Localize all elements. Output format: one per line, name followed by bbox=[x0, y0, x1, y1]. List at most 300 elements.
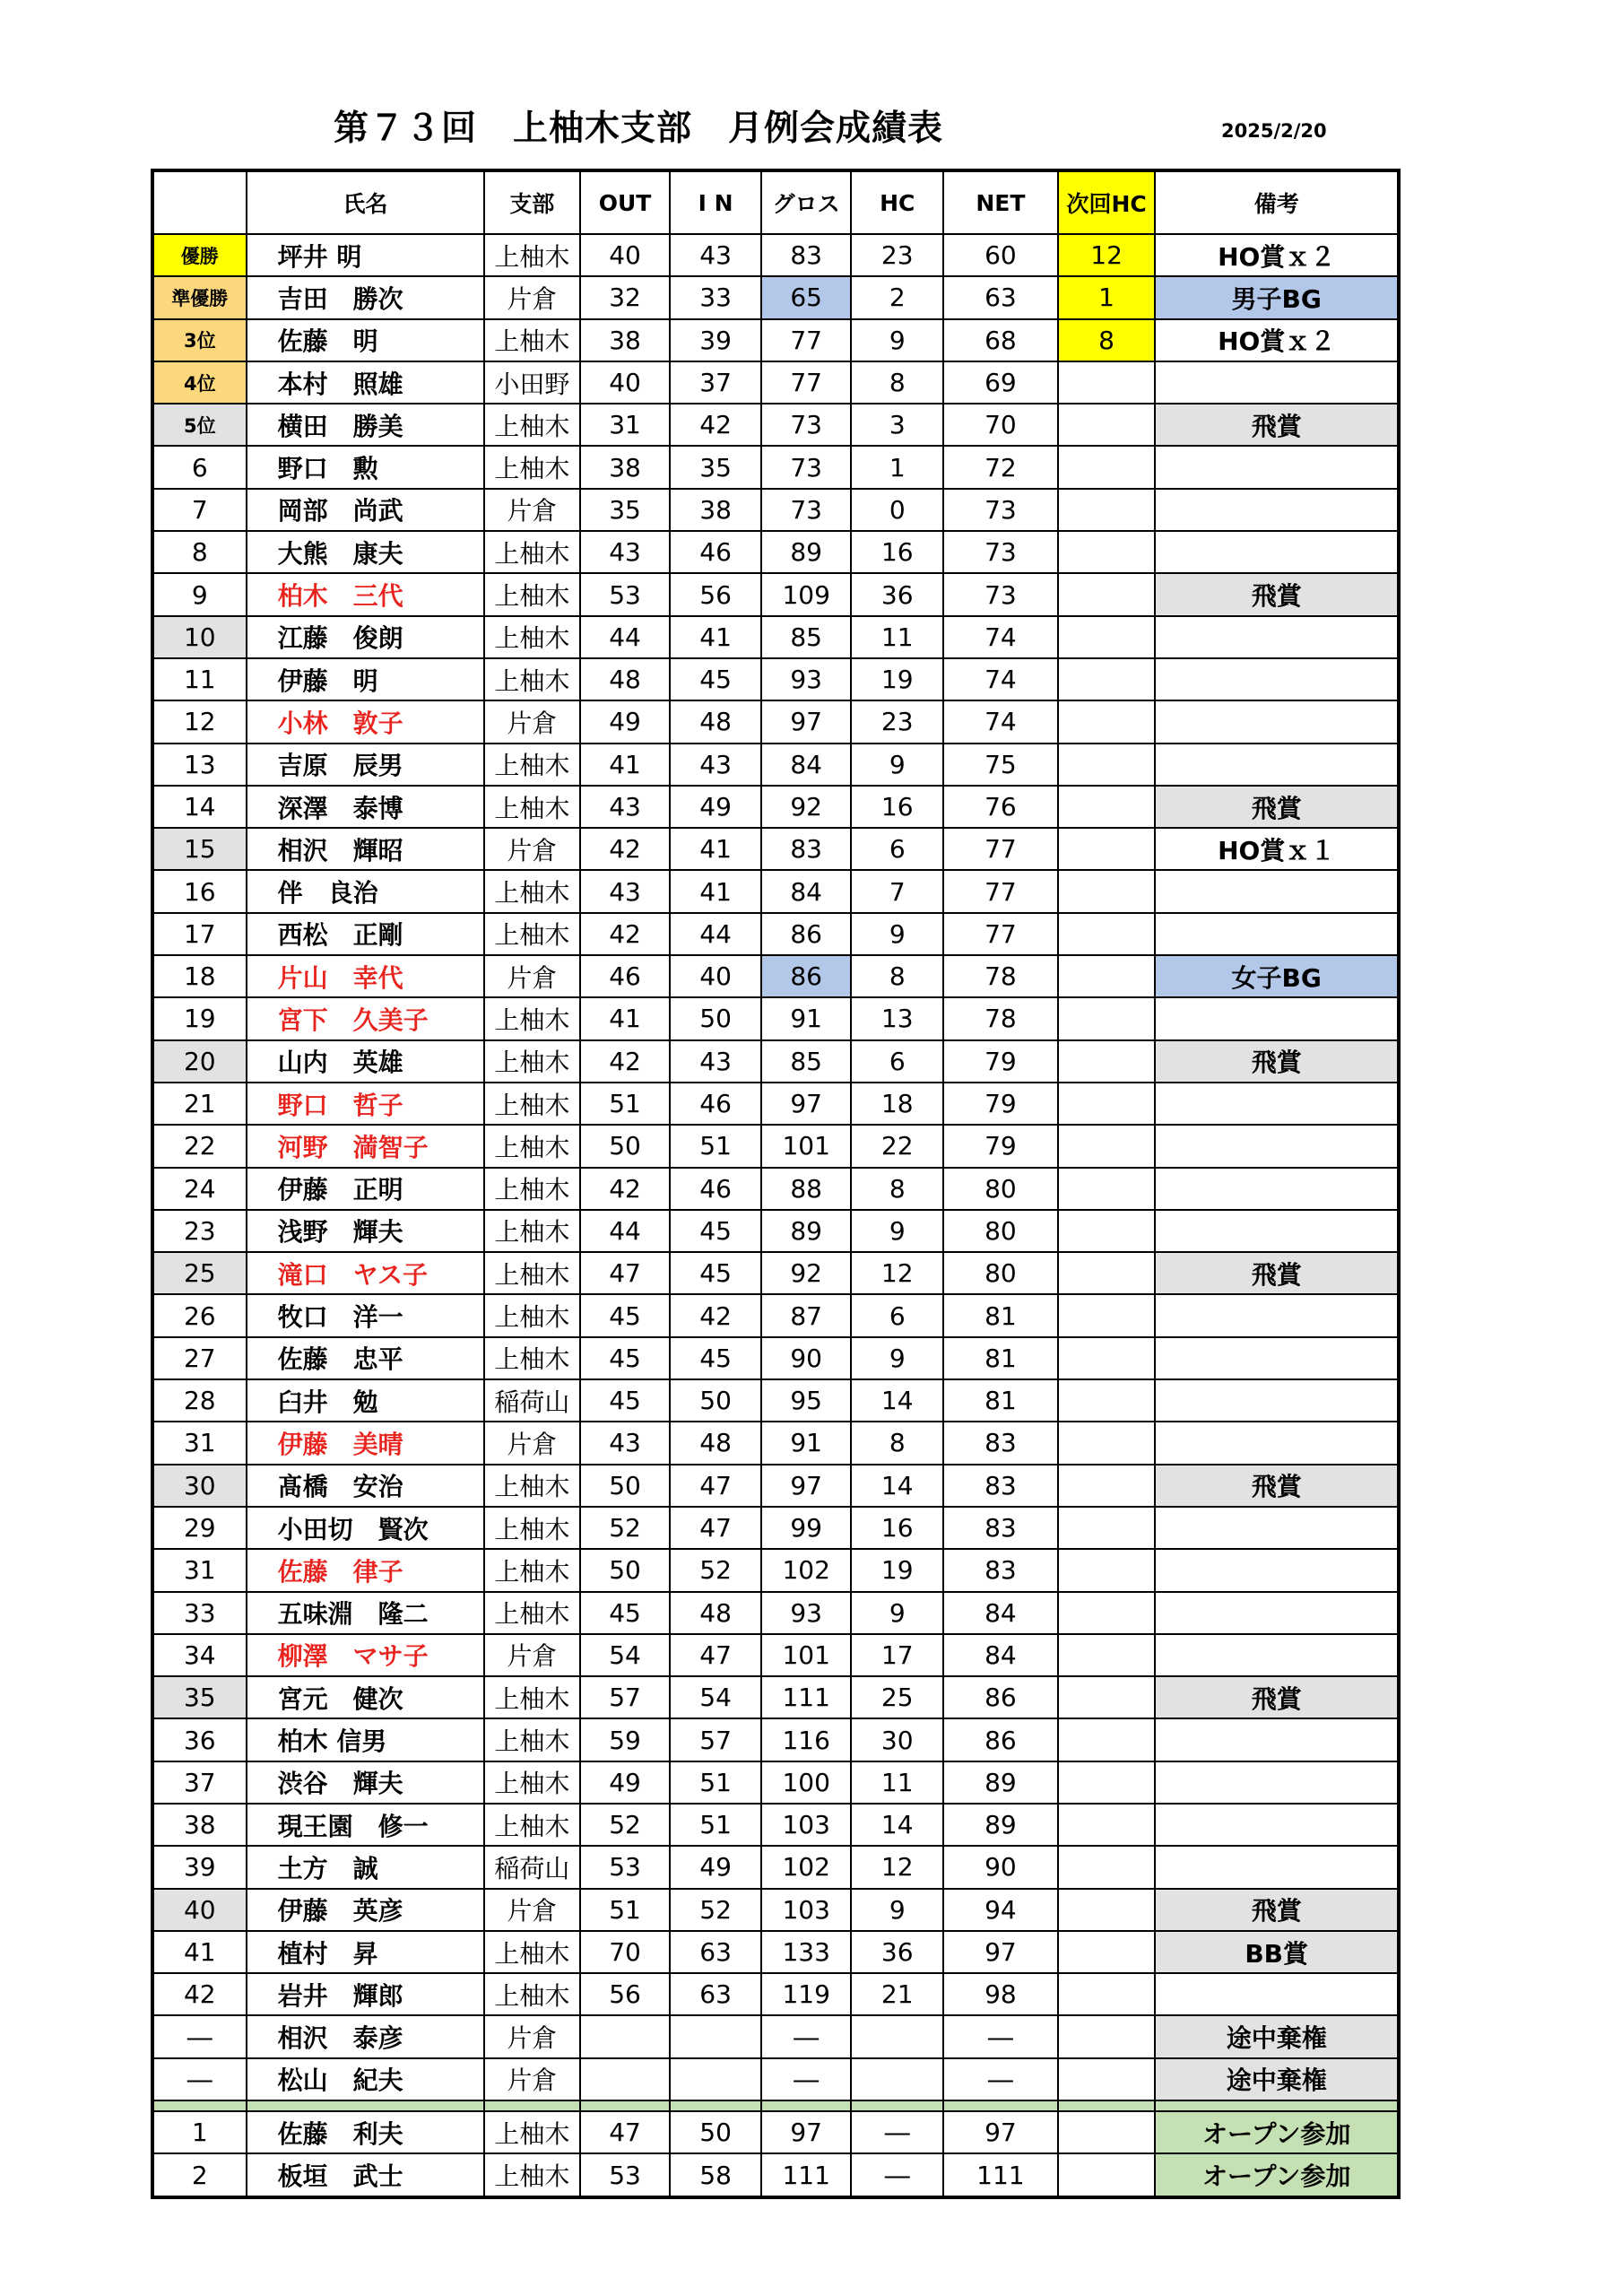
cell-branch: 上柚木 bbox=[484, 531, 580, 573]
cell-net: ― bbox=[943, 2058, 1058, 2100]
cell-note bbox=[1155, 1549, 1399, 1591]
cell-gross: 90 bbox=[761, 1337, 852, 1379]
cell-branch: 上柚木 bbox=[484, 1040, 580, 1083]
cell-branch: 上柚木 bbox=[484, 1168, 580, 1210]
cell-note bbox=[1155, 1507, 1399, 1549]
cell-hc: 9 bbox=[851, 1592, 943, 1634]
cell-out: 53 bbox=[580, 2153, 671, 2196]
cell-gross: 85 bbox=[761, 616, 852, 658]
cell-gross: 83 bbox=[761, 828, 852, 870]
cell-next-hc bbox=[1058, 1761, 1156, 1804]
cell-note: HO賞ｘ２ bbox=[1155, 234, 1399, 276]
result-row bbox=[152, 1083, 1399, 1125]
cell-net: 81 bbox=[943, 1379, 1058, 1422]
cell-next-hc bbox=[1058, 1465, 1156, 1507]
cell-rank: 22 bbox=[152, 1125, 247, 1167]
cell-net: 77 bbox=[943, 870, 1058, 912]
result-row bbox=[152, 786, 1399, 828]
result-row bbox=[152, 404, 1399, 446]
cell-hc: ― bbox=[851, 2153, 943, 2196]
cell-branch: 上柚木 bbox=[484, 2153, 580, 2196]
cell-in: 46 bbox=[670, 1083, 761, 1125]
cell-out: 44 bbox=[580, 616, 671, 658]
cell-rank: 23 bbox=[152, 1210, 247, 1252]
cell-branch: 上柚木 bbox=[484, 658, 580, 700]
cell-rank: 28 bbox=[152, 1379, 247, 1422]
cell-next-hc bbox=[1058, 1422, 1156, 1464]
cell-net: 70 bbox=[943, 404, 1058, 446]
cell-note: オープン参加 bbox=[1155, 2153, 1399, 2196]
cell-note: 飛賞 bbox=[1155, 1252, 1399, 1294]
cell-branch: 片倉 bbox=[484, 955, 580, 997]
cell-name: 横田 勝美 bbox=[247, 404, 485, 446]
cell-next-hc bbox=[1058, 1846, 1156, 1888]
cell-note bbox=[1155, 913, 1399, 955]
cell-out: 38 bbox=[580, 319, 671, 361]
cell-rank: 4位 bbox=[152, 361, 247, 404]
cell-hc: 36 bbox=[851, 1931, 943, 1973]
cell-name: 佐藤 忠平 bbox=[247, 1337, 485, 1379]
cell-name: 現王園 修一 bbox=[247, 1804, 485, 1846]
cell-gross: 116 bbox=[761, 1718, 852, 1761]
cell-hc: 9 bbox=[851, 913, 943, 955]
cell-in: 51 bbox=[670, 1125, 761, 1167]
cell-branch: 上柚木 bbox=[484, 1931, 580, 1973]
cell-note bbox=[1155, 1846, 1399, 1888]
cell-out: 50 bbox=[580, 1465, 671, 1507]
cell-net: 94 bbox=[943, 1889, 1058, 1931]
cell-branch: 上柚木 bbox=[484, 1252, 580, 1294]
cell-branch: 上柚木 bbox=[484, 870, 580, 912]
cell-net: 84 bbox=[943, 1592, 1058, 1634]
cell-out: 49 bbox=[580, 1761, 671, 1804]
cell-in: 56 bbox=[670, 573, 761, 615]
cell-gross: ― bbox=[761, 2015, 852, 2057]
cell-net: 79 bbox=[943, 1040, 1058, 1083]
cell-out: 54 bbox=[580, 1634, 671, 1676]
cell-in: 37 bbox=[670, 361, 761, 404]
result-row bbox=[152, 1210, 1399, 1252]
result-row bbox=[152, 1379, 1399, 1422]
cell-hc: 16 bbox=[851, 786, 943, 828]
cell-hc: 17 bbox=[851, 1634, 943, 1676]
cell-branch: 上柚木 bbox=[484, 1507, 580, 1549]
cell-in: 35 bbox=[670, 446, 761, 488]
result-row bbox=[152, 2058, 1399, 2100]
cell-branch: 上柚木 bbox=[484, 616, 580, 658]
cell-out: 53 bbox=[580, 573, 671, 615]
cell-out bbox=[580, 2015, 671, 2057]
divider-cell bbox=[580, 2100, 671, 2111]
cell-net: 97 bbox=[943, 1931, 1058, 1973]
cell-note: 女子BG bbox=[1155, 955, 1399, 997]
cell-rank: 41 bbox=[152, 1931, 247, 1973]
cell-rank: 35 bbox=[152, 1676, 247, 1718]
cell-name: 河野 満智子 bbox=[247, 1125, 485, 1167]
cell-rank: 優勝 bbox=[152, 234, 247, 276]
cell-hc: ― bbox=[851, 2111, 943, 2153]
header-in: I N bbox=[670, 170, 761, 234]
cell-note: 飛賞 bbox=[1155, 1889, 1399, 1931]
cell-branch: 上柚木 bbox=[484, 1465, 580, 1507]
cell-rank: 42 bbox=[152, 1973, 247, 2015]
cell-branch: 上柚木 bbox=[484, 1761, 580, 1804]
cell-branch: 上柚木 bbox=[484, 1294, 580, 1336]
cell-name: 小林 敦子 bbox=[247, 700, 485, 743]
cell-name: 相沢 輝昭 bbox=[247, 828, 485, 870]
cell-in: 52 bbox=[670, 1889, 761, 1931]
result-row bbox=[152, 1761, 1399, 1804]
cell-hc: 0 bbox=[851, 489, 943, 531]
header-name: 氏名 bbox=[247, 170, 485, 234]
cell-hc: 22 bbox=[851, 1125, 943, 1167]
cell-out: 70 bbox=[580, 1931, 671, 1973]
cell-note: HO賞ｘ２ bbox=[1155, 319, 1399, 361]
cell-rank: 36 bbox=[152, 1718, 247, 1761]
cell-gross: 93 bbox=[761, 1592, 852, 1634]
cell-branch: 上柚木 bbox=[484, 997, 580, 1039]
cell-next-hc bbox=[1058, 658, 1156, 700]
result-row bbox=[152, 997, 1399, 1039]
cell-rank: 7 bbox=[152, 489, 247, 531]
header-gross: グロス bbox=[761, 170, 852, 234]
cell-note: オープン参加 bbox=[1155, 2111, 1399, 2153]
cell-rank: 30 bbox=[152, 1465, 247, 1507]
cell-name: 伊藤 英彦 bbox=[247, 1889, 485, 1931]
cell-out: 57 bbox=[580, 1676, 671, 1718]
cell-next-hc bbox=[1058, 1718, 1156, 1761]
cell-rank: 8 bbox=[152, 531, 247, 573]
cell-net: 83 bbox=[943, 1549, 1058, 1591]
cell-hc: 36 bbox=[851, 573, 943, 615]
cell-net: 80 bbox=[943, 1168, 1058, 1210]
cell-out: 45 bbox=[580, 1379, 671, 1422]
cell-net: 86 bbox=[943, 1718, 1058, 1761]
cell-rank: 25 bbox=[152, 1252, 247, 1294]
cell-hc: 13 bbox=[851, 997, 943, 1039]
cell-rank: 準優勝 bbox=[152, 276, 247, 318]
cell-rank: 26 bbox=[152, 1294, 247, 1336]
cell-next-hc bbox=[1058, 404, 1156, 446]
cell-gross: 91 bbox=[761, 1422, 852, 1464]
cell-in: 52 bbox=[670, 1549, 761, 1591]
cell-next-hc bbox=[1058, 2015, 1156, 2057]
cell-branch: 上柚木 bbox=[484, 786, 580, 828]
cell-next-hc bbox=[1058, 997, 1156, 1039]
cell-rank: 40 bbox=[152, 1889, 247, 1931]
cell-next-hc bbox=[1058, 913, 1156, 955]
cell-branch: 上柚木 bbox=[484, 573, 580, 615]
cell-in: 45 bbox=[670, 658, 761, 700]
cell-gross: 77 bbox=[761, 319, 852, 361]
cell-gross: 84 bbox=[761, 744, 852, 786]
cell-gross: 103 bbox=[761, 1889, 852, 1931]
cell-branch: 上柚木 bbox=[484, 913, 580, 955]
cell-rank: 33 bbox=[152, 1592, 247, 1634]
cell-in: 41 bbox=[670, 870, 761, 912]
cell-in: 50 bbox=[670, 2111, 761, 2153]
cell-note: BB賞 bbox=[1155, 1931, 1399, 1973]
result-row bbox=[152, 1125, 1399, 1167]
cell-gross: 103 bbox=[761, 1804, 852, 1846]
cell-branch: 片倉 bbox=[484, 1634, 580, 1676]
open-entry-row bbox=[152, 2111, 1399, 2153]
result-row bbox=[152, 1294, 1399, 1336]
cell-out: 56 bbox=[580, 1973, 671, 2015]
cell-net: 78 bbox=[943, 997, 1058, 1039]
cell-gross: 95 bbox=[761, 1379, 852, 1422]
cell-net: 78 bbox=[943, 955, 1058, 997]
header-rank bbox=[152, 170, 247, 234]
cell-hc: 3 bbox=[851, 404, 943, 446]
cell-in: 50 bbox=[670, 1379, 761, 1422]
cell-name: 宮元 健次 bbox=[247, 1676, 485, 1718]
cell-name: 伊藤 明 bbox=[247, 658, 485, 700]
cell-name: 滝口 ヤス子 bbox=[247, 1252, 485, 1294]
cell-note: 飛賞 bbox=[1155, 1676, 1399, 1718]
cell-gross: 119 bbox=[761, 1973, 852, 2015]
cell-branch: 片倉 bbox=[484, 2015, 580, 2057]
result-row bbox=[152, 573, 1399, 615]
cell-out: 38 bbox=[580, 446, 671, 488]
cell-name: 山内 英雄 bbox=[247, 1040, 485, 1083]
cell-hc: 12 bbox=[851, 1846, 943, 1888]
cell-note bbox=[1155, 1168, 1399, 1210]
cell-next-hc bbox=[1058, 489, 1156, 531]
cell-note: 途中棄権 bbox=[1155, 2058, 1399, 2100]
cell-out: 41 bbox=[580, 744, 671, 786]
cell-net: 74 bbox=[943, 658, 1058, 700]
result-row bbox=[152, 1337, 1399, 1379]
cell-out: 45 bbox=[580, 1294, 671, 1336]
cell-name: 佐藤 律子 bbox=[247, 1549, 485, 1591]
cell-in: 41 bbox=[670, 828, 761, 870]
cell-branch: 上柚木 bbox=[484, 234, 580, 276]
header-note: 備考 bbox=[1155, 170, 1399, 234]
cell-note: 飛賞 bbox=[1155, 786, 1399, 828]
cell-hc: 30 bbox=[851, 1718, 943, 1761]
cell-net: ― bbox=[943, 2015, 1058, 2057]
cell-net: 90 bbox=[943, 1846, 1058, 1888]
cell-hc bbox=[851, 2058, 943, 2100]
cell-name: 吉原 辰男 bbox=[247, 744, 485, 786]
cell-gross: 111 bbox=[761, 2153, 852, 2196]
cell-name: 佐藤 明 bbox=[247, 319, 485, 361]
cell-gross: 97 bbox=[761, 2111, 852, 2153]
cell-in: 47 bbox=[670, 1507, 761, 1549]
cell-out: 59 bbox=[580, 1718, 671, 1761]
cell-rank: 16 bbox=[152, 870, 247, 912]
cell-rank: 2 bbox=[152, 2153, 247, 2196]
cell-out: 43 bbox=[580, 870, 671, 912]
divider-cell bbox=[484, 2100, 580, 2111]
cell-hc: 16 bbox=[851, 531, 943, 573]
cell-hc: 8 bbox=[851, 361, 943, 404]
cell-gross: 87 bbox=[761, 1294, 852, 1336]
divider-cell bbox=[761, 2100, 852, 2111]
cell-name: 松山 紀夫 bbox=[247, 2058, 485, 2100]
cell-out: 43 bbox=[580, 531, 671, 573]
cell-rank: 20 bbox=[152, 1040, 247, 1083]
cell-out: 42 bbox=[580, 1168, 671, 1210]
cell-branch: 上柚木 bbox=[484, 1549, 580, 1591]
cell-name: 渋谷 輝夫 bbox=[247, 1761, 485, 1804]
cell-hc: 14 bbox=[851, 1465, 943, 1507]
cell-net: 69 bbox=[943, 361, 1058, 404]
cell-out: 49 bbox=[580, 700, 671, 743]
cell-next-hc bbox=[1058, 2153, 1156, 2196]
cell-gross: 77 bbox=[761, 361, 852, 404]
cell-next-hc bbox=[1058, 531, 1156, 573]
result-row bbox=[152, 531, 1399, 573]
result-row bbox=[152, 1676, 1399, 1718]
cell-branch: 片倉 bbox=[484, 828, 580, 870]
cell-next-hc bbox=[1058, 1804, 1156, 1846]
cell-next-hc bbox=[1058, 1083, 1156, 1125]
cell-out: 31 bbox=[580, 404, 671, 446]
cell-next-hc bbox=[1058, 1337, 1156, 1379]
cell-name: 西松 正剛 bbox=[247, 913, 485, 955]
cell-note bbox=[1155, 489, 1399, 531]
cell-hc bbox=[851, 2015, 943, 2057]
cell-gross: 102 bbox=[761, 1549, 852, 1591]
cell-name: 浅野 輝夫 bbox=[247, 1210, 485, 1252]
cell-rank: 29 bbox=[152, 1507, 247, 1549]
cell-in: 48 bbox=[670, 1592, 761, 1634]
cell-rank: 37 bbox=[152, 1761, 247, 1804]
cell-in: 43 bbox=[670, 744, 761, 786]
cell-hc: 19 bbox=[851, 658, 943, 700]
cell-branch: 片倉 bbox=[484, 2058, 580, 2100]
cell-net: 83 bbox=[943, 1465, 1058, 1507]
cell-name: 伊藤 美晴 bbox=[247, 1422, 485, 1464]
cell-next-hc bbox=[1058, 2111, 1156, 2153]
cell-name: 大熊 康夫 bbox=[247, 531, 485, 573]
cell-next-hc bbox=[1058, 573, 1156, 615]
cell-gross: 83 bbox=[761, 234, 852, 276]
cell-net: 74 bbox=[943, 700, 1058, 743]
cell-note bbox=[1155, 616, 1399, 658]
cell-out: 44 bbox=[580, 1210, 671, 1252]
cell-in bbox=[670, 2058, 761, 2100]
divider-cell bbox=[1155, 2100, 1399, 2111]
cell-branch: 上柚木 bbox=[484, 744, 580, 786]
cell-next-hc bbox=[1058, 1168, 1156, 1210]
cell-branch: 稲荷山 bbox=[484, 1846, 580, 1888]
cell-net: 83 bbox=[943, 1507, 1058, 1549]
cell-net: 84 bbox=[943, 1634, 1058, 1676]
cell-gross: 111 bbox=[761, 1676, 852, 1718]
cell-branch: 稲荷山 bbox=[484, 1379, 580, 1422]
cell-hc: 23 bbox=[851, 234, 943, 276]
cell-name: 江藤 俊朗 bbox=[247, 616, 485, 658]
cell-gross: 99 bbox=[761, 1507, 852, 1549]
cell-next-hc: 12 bbox=[1058, 234, 1156, 276]
divider-cell bbox=[1058, 2100, 1156, 2111]
cell-net: 60 bbox=[943, 234, 1058, 276]
open-section-divider bbox=[152, 2100, 1399, 2111]
cell-next-hc bbox=[1058, 828, 1156, 870]
cell-next-hc bbox=[1058, 1294, 1156, 1336]
cell-next-hc bbox=[1058, 786, 1156, 828]
cell-in: 43 bbox=[670, 1040, 761, 1083]
result-row bbox=[152, 1846, 1399, 1888]
cell-note: 飛賞 bbox=[1155, 1040, 1399, 1083]
cell-name: 坪井 明 bbox=[247, 234, 485, 276]
cell-hc: 8 bbox=[851, 955, 943, 997]
cell-hc: 9 bbox=[851, 1210, 943, 1252]
cell-in: 38 bbox=[670, 489, 761, 531]
cell-rank: 11 bbox=[152, 658, 247, 700]
divider-cell bbox=[247, 2100, 485, 2111]
result-row bbox=[152, 913, 1399, 955]
result-row bbox=[152, 870, 1399, 912]
result-row bbox=[152, 700, 1399, 743]
cell-out: 35 bbox=[580, 489, 671, 531]
cell-gross: 73 bbox=[761, 404, 852, 446]
cell-out: 47 bbox=[580, 2111, 671, 2153]
cell-next-hc bbox=[1058, 616, 1156, 658]
cell-gross: 101 bbox=[761, 1125, 852, 1167]
cell-hc: 7 bbox=[851, 870, 943, 912]
cell-hc: 21 bbox=[851, 1973, 943, 2015]
cell-branch: 片倉 bbox=[484, 700, 580, 743]
cell-branch: 上柚木 bbox=[484, 446, 580, 488]
cell-name: 伴 良治 bbox=[247, 870, 485, 912]
cell-out: 40 bbox=[580, 234, 671, 276]
result-row bbox=[152, 1592, 1399, 1634]
cell-branch: 上柚木 bbox=[484, 1973, 580, 2015]
header-net: NET bbox=[943, 170, 1058, 234]
result-row bbox=[152, 1931, 1399, 1973]
cell-gross: 86 bbox=[761, 913, 852, 955]
cell-in: 57 bbox=[670, 1718, 761, 1761]
cell-name: 柳澤 マサ子 bbox=[247, 1634, 485, 1676]
cell-name: 佐藤 利夫 bbox=[247, 2111, 485, 2153]
cell-branch: 上柚木 bbox=[484, 1210, 580, 1252]
cell-in: 42 bbox=[670, 404, 761, 446]
cell-note bbox=[1155, 1422, 1399, 1464]
event-date: 2025/2/20 bbox=[1221, 120, 1327, 142]
cell-out: 43 bbox=[580, 1422, 671, 1464]
cell-note: 途中棄権 bbox=[1155, 2015, 1399, 2057]
cell-out: 51 bbox=[580, 1083, 671, 1125]
cell-rank: 12 bbox=[152, 700, 247, 743]
cell-in: 49 bbox=[670, 1846, 761, 1888]
cell-rank: ― bbox=[152, 2015, 247, 2057]
cell-in: 63 bbox=[670, 1973, 761, 2015]
cell-rank: 6 bbox=[152, 446, 247, 488]
result-row bbox=[152, 361, 1399, 404]
cell-note bbox=[1155, 1083, 1399, 1125]
cell-out: 45 bbox=[580, 1337, 671, 1379]
cell-note bbox=[1155, 1761, 1399, 1804]
cell-name: 牧口 洋一 bbox=[247, 1294, 485, 1336]
cell-next-hc bbox=[1058, 870, 1156, 912]
result-row bbox=[152, 1507, 1399, 1549]
cell-net: 80 bbox=[943, 1252, 1058, 1294]
cell-note bbox=[1155, 1718, 1399, 1761]
cell-hc: 1 bbox=[851, 446, 943, 488]
cell-net: 63 bbox=[943, 276, 1058, 318]
cell-name: 臼井 勉 bbox=[247, 1379, 485, 1422]
result-row bbox=[152, 446, 1399, 488]
cell-rank: 14 bbox=[152, 786, 247, 828]
cell-name: 小田切 賢次 bbox=[247, 1507, 485, 1549]
divider-cell bbox=[670, 2100, 761, 2111]
cell-out: 50 bbox=[580, 1125, 671, 1167]
cell-in: 51 bbox=[670, 1761, 761, 1804]
